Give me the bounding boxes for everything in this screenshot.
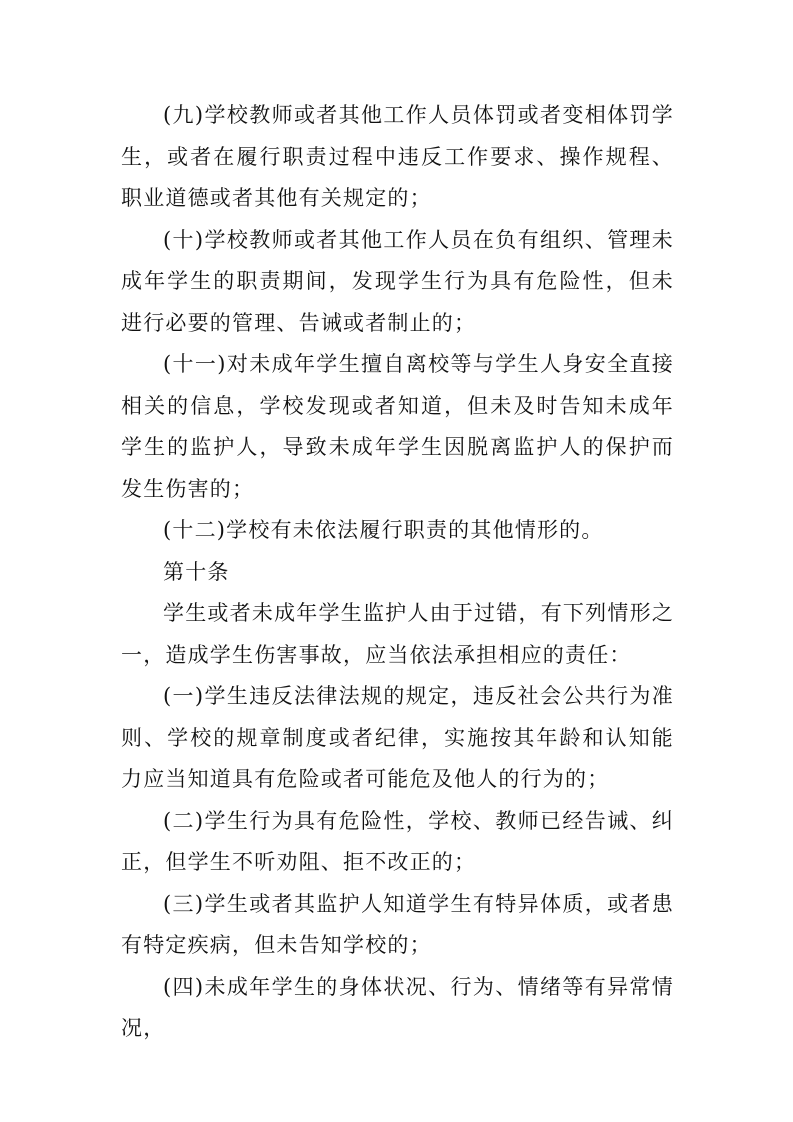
paragraph-item-9: (九)学校教师或者其他工作人员体罚或者变相体罚学生，或者在履行职责过程中违反工作要求、操作规程、职业道德或者其他有关规定的； bbox=[121, 103, 674, 210]
paragraph-item-10: (十)学校教师或者其他工作人员在负有组织、管理未成年学生的职责期间，发现学生行为具有危险性，但未进行必要的管理、告诫或者制止的； bbox=[121, 227, 674, 335]
paragraph-item-11: (十一)对未成年学生擅自离校等与学生人身安全直接相关的信息，学校发现或者知道，但未及时告知未成年学生的监护人，导致未成年学生因脱离监护人的保护而发生伤害的； bbox=[121, 352, 674, 501]
paragraph-item-12: (十二)学校有未依法履行职责的其他情形的。 bbox=[163, 518, 604, 542]
paragraph-item-3: (三)学生或者其监护人知道学生有特异体质，或者患有特定疾病，但未告知学校的； bbox=[121, 891, 674, 957]
paragraph-item-1: (一)学生违反法律法规的规定，违反社会公共行为准则、学校的规章制度或者纪律，实施按其年龄和认知能力应当知道具有危险或者可能危及他人的行为的； bbox=[121, 684, 674, 791]
paragraph-item-2: (二)学生行为具有危险性，学校、教师已经告诫、纠正，但学生不听劝阻、拒不改正的； bbox=[121, 808, 674, 874]
article-intro: 学生或者未成年学生监护人由于过错，有下列情形之一，造成学生伤害事故，应当依法承担相应的责任： bbox=[121, 601, 674, 667]
document-body bbox=[121, 95, 674, 1050]
paragraph-item-4: (四)未成年学生的身体状况、行为、情绪等有异常情况， bbox=[121, 974, 674, 1040]
article-heading: 第十条 bbox=[163, 559, 230, 584]
